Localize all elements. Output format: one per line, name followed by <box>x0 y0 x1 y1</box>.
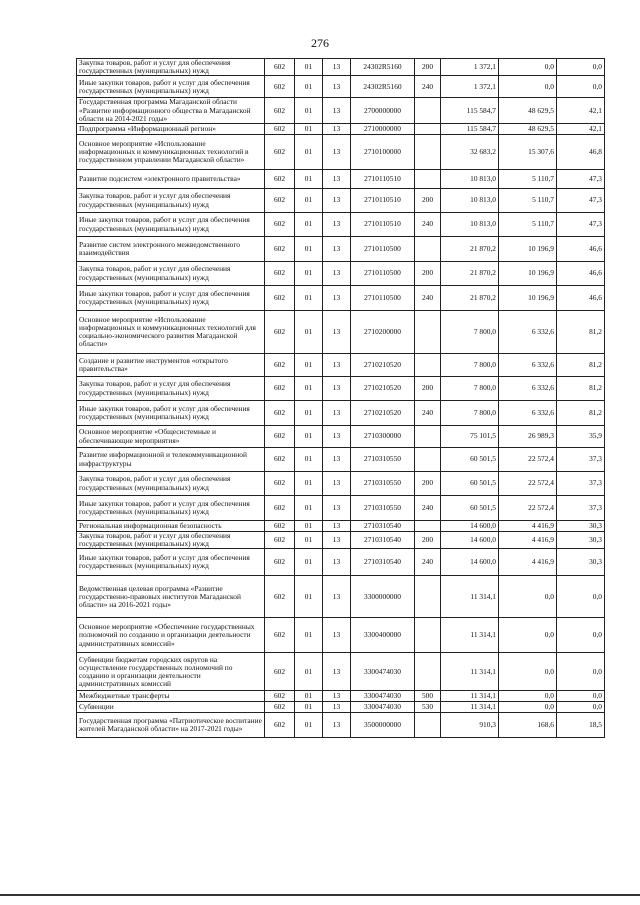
cell-percent: 81,2 <box>557 401 605 426</box>
cell-planned-amount: 7 800,0 <box>441 311 499 354</box>
table-row <box>77 576 605 618</box>
cell-section-code: 01 <box>295 189 323 213</box>
cell-expense-type <box>415 618 441 653</box>
cell-section-code: 01 <box>295 521 323 532</box>
cell-actual-amount: 6 332,6 <box>499 377 557 401</box>
cell-name: Субвенции <box>77 702 265 713</box>
cell-name: Субвенции бюджетам городских округов на осуществление государственных полномочий по созданию и организации деятельности административных комиссий <box>77 653 265 691</box>
cell-target-article: 2710310540 <box>351 521 415 532</box>
cell-section-code: 01 <box>295 170 323 189</box>
cell-section-code: 01 <box>295 286 323 311</box>
cell-target-article: 2710310540 <box>351 532 415 549</box>
cell-target-article: 2710110500 <box>351 262 415 286</box>
cell-target-article: 2710110510 <box>351 189 415 213</box>
table-row <box>77 124 605 135</box>
cell-actual-amount: 0,0 <box>499 76 557 98</box>
cell-actual-amount: 4 416,9 <box>499 532 557 549</box>
cell-section-code: 01 <box>295 237 323 262</box>
cell-subsection-code: 13 <box>323 702 351 713</box>
cell-ved-code: 602 <box>265 653 295 691</box>
cell-actual-amount: 15 307,6 <box>499 135 557 170</box>
cell-expense-type: 240 <box>415 496 441 521</box>
cell-name: Развитие подсистем «электронного правительства» <box>77 170 265 189</box>
cell-target-article: 2710300000 <box>351 426 415 448</box>
cell-target-article: 2700000000 <box>351 98 415 124</box>
cell-name: Государственная программа Магаданской области «Развитие информационного общества в Магаданской области на 2014-2021 годы» <box>77 98 265 124</box>
cell-planned-amount: 11 314,1 <box>441 691 499 702</box>
cell-name: Иные закупки товаров, работ и услуг для обеспечения государственных (муниципальных) нужд <box>77 286 265 311</box>
table-row <box>77 286 605 311</box>
cell-name: Закупка товаров, работ и услуг для обеспечения государственных (муниципальных) нужд <box>77 189 265 213</box>
cell-target-article: 2710310550 <box>351 472 415 496</box>
cell-subsection-code: 13 <box>323 576 351 618</box>
cell-section-code: 01 <box>295 76 323 98</box>
cell-name: Закупка товаров, работ и услуг для обеспечения государственных (муниципальных) нужд <box>77 472 265 496</box>
cell-actual-amount: 4 416,9 <box>499 521 557 532</box>
cell-actual-amount: 22 572,4 <box>499 448 557 472</box>
cell-actual-amount: 6 332,6 <box>499 401 557 426</box>
cell-ved-code: 602 <box>265 213 295 237</box>
cell-ved-code: 602 <box>265 98 295 124</box>
cell-name: Подпрограмма «Информационный регион» <box>77 124 265 135</box>
cell-actual-amount: 5 110,7 <box>499 213 557 237</box>
cell-name: Региональная информационная безопасность <box>77 521 265 532</box>
cell-expense-type: 240 <box>415 286 441 311</box>
table-row <box>77 262 605 286</box>
cell-ved-code: 602 <box>265 354 295 377</box>
cell-target-article: 2710110510 <box>351 170 415 189</box>
cell-expense-type <box>415 135 441 170</box>
cell-target-article: 2710210520 <box>351 401 415 426</box>
cell-planned-amount: 11 314,1 <box>441 653 499 691</box>
table-row <box>77 618 605 653</box>
table-row <box>77 311 605 354</box>
cell-section-code: 01 <box>295 59 323 76</box>
cell-section-code: 01 <box>295 124 323 135</box>
cell-actual-amount: 0,0 <box>499 702 557 713</box>
table-row <box>77 713 605 738</box>
cell-target-article: 2710110510 <box>351 213 415 237</box>
cell-section-code: 01 <box>295 135 323 170</box>
cell-ved-code: 602 <box>265 472 295 496</box>
cell-section-code: 01 <box>295 653 323 691</box>
cell-subsection-code: 13 <box>323 532 351 549</box>
cell-section-code: 01 <box>295 472 323 496</box>
cell-ved-code: 602 <box>265 549 295 576</box>
cell-section-code: 01 <box>295 354 323 377</box>
cell-planned-amount: 10 813,0 <box>441 170 499 189</box>
cell-subsection-code: 13 <box>323 262 351 286</box>
cell-expense-type: 240 <box>415 76 441 98</box>
cell-actual-amount: 10 196,9 <box>499 262 557 286</box>
cell-section-code: 01 <box>295 576 323 618</box>
cell-ved-code: 602 <box>265 189 295 213</box>
cell-planned-amount: 11 314,1 <box>441 576 499 618</box>
table-row <box>77 189 605 213</box>
cell-percent: 30,3 <box>557 549 605 576</box>
cell-ved-code: 602 <box>265 377 295 401</box>
cell-subsection-code: 13 <box>323 448 351 472</box>
cell-section-code: 01 <box>295 262 323 286</box>
cell-planned-amount: 60 501,5 <box>441 448 499 472</box>
cell-target-article: 3300474030 <box>351 691 415 702</box>
cell-expense-type <box>415 237 441 262</box>
cell-percent: 47,3 <box>557 189 605 213</box>
cell-expense-type: 200 <box>415 262 441 286</box>
cell-name: Закупка товаров, работ и услуг для обеспечения государственных (муниципальных) нужд <box>77 262 265 286</box>
cell-target-article: 24302R5160 <box>351 59 415 76</box>
cell-name: Иные закупки товаров, работ и услуг для обеспечения государственных (муниципальных) нужд <box>77 496 265 521</box>
cell-percent: 81,2 <box>557 311 605 354</box>
cell-subsection-code: 13 <box>323 59 351 76</box>
cell-name: Иные закупки товаров, работ и услуг для обеспечения государственных (муниципальных) нужд <box>77 549 265 576</box>
cell-subsection-code: 13 <box>323 76 351 98</box>
cell-percent: 46,8 <box>557 135 605 170</box>
cell-target-article: 24302R5160 <box>351 76 415 98</box>
cell-actual-amount: 168,6 <box>499 713 557 738</box>
cell-percent: 0,0 <box>557 576 605 618</box>
table-row <box>77 59 605 76</box>
cell-percent: 0,0 <box>557 691 605 702</box>
cell-percent: 47,3 <box>557 213 605 237</box>
budget-table <box>76 58 605 738</box>
cell-actual-amount: 5 110,7 <box>499 170 557 189</box>
table-row <box>77 496 605 521</box>
cell-planned-amount: 10 813,0 <box>441 213 499 237</box>
cell-expense-type: 200 <box>415 377 441 401</box>
cell-expense-type: 500 <box>415 691 441 702</box>
cell-actual-amount: 0,0 <box>499 618 557 653</box>
table-row <box>77 472 605 496</box>
table-row <box>77 653 605 691</box>
cell-expense-type <box>415 354 441 377</box>
cell-percent: 37,3 <box>557 448 605 472</box>
cell-expense-type: 200 <box>415 59 441 76</box>
cell-subsection-code: 13 <box>323 311 351 354</box>
cell-name: Закупка товаров, работ и услуг для обеспечения государственных (муниципальных) нужд <box>77 59 265 76</box>
cell-percent: 37,3 <box>557 472 605 496</box>
cell-section-code: 01 <box>295 311 323 354</box>
cell-subsection-code: 13 <box>323 124 351 135</box>
cell-percent: 30,3 <box>557 521 605 532</box>
footer-rule <box>0 894 640 896</box>
cell-subsection-code: 13 <box>323 135 351 170</box>
cell-actual-amount: 22 572,4 <box>499 496 557 521</box>
cell-section-code: 01 <box>295 448 323 472</box>
cell-percent: 46,6 <box>557 237 605 262</box>
cell-planned-amount: 910,3 <box>441 713 499 738</box>
cell-percent: 0,0 <box>557 653 605 691</box>
table-row <box>77 213 605 237</box>
cell-actual-amount: 22 572,4 <box>499 472 557 496</box>
cell-subsection-code: 13 <box>323 189 351 213</box>
cell-subsection-code: 13 <box>323 377 351 401</box>
cell-expense-type: 530 <box>415 702 441 713</box>
cell-planned-amount: 7 800,0 <box>441 354 499 377</box>
cell-expense-type: 200 <box>415 472 441 496</box>
cell-target-article: 3300474030 <box>351 702 415 713</box>
cell-ved-code: 602 <box>265 702 295 713</box>
cell-actual-amount: 0,0 <box>499 653 557 691</box>
cell-ved-code: 602 <box>265 401 295 426</box>
cell-planned-amount: 115 584,7 <box>441 98 499 124</box>
cell-ved-code: 602 <box>265 237 295 262</box>
cell-expense-type: 240 <box>415 213 441 237</box>
table-row <box>77 76 605 98</box>
cell-target-article: 3300400000 <box>351 618 415 653</box>
cell-section-code: 01 <box>295 213 323 237</box>
cell-expense-type <box>415 448 441 472</box>
cell-ved-code: 602 <box>265 691 295 702</box>
cell-name: Иные закупки товаров, работ и услуг для обеспечения государственных (муниципальных) нужд <box>77 213 265 237</box>
cell-name: Основное мероприятие «Использование информационных и коммуникационных технологий для социально-экономического развития Магаданской области» <box>77 311 265 354</box>
cell-target-article: 2710310550 <box>351 448 415 472</box>
table-row <box>77 377 605 401</box>
cell-expense-type <box>415 576 441 618</box>
cell-name: Государственная программа «Патриотическое воспитание жителей Магаданской области» на 2017-2021 годы» <box>77 713 265 738</box>
cell-planned-amount: 1 372,1 <box>441 59 499 76</box>
cell-actual-amount: 4 416,9 <box>499 549 557 576</box>
cell-actual-amount: 10 196,9 <box>499 286 557 311</box>
table-row <box>77 549 605 576</box>
table-row <box>77 237 605 262</box>
cell-target-article: 3300474030 <box>351 653 415 691</box>
cell-expense-type: 240 <box>415 549 441 576</box>
cell-subsection-code: 13 <box>323 213 351 237</box>
cell-section-code: 01 <box>295 496 323 521</box>
cell-name: Ведомственная целевая программа «Развитие государственно-правовых институтов Магаданской области» на 2016-2021 годы» <box>77 576 265 618</box>
cell-name: Развитие систем электронного межведомственного взаимодействия <box>77 237 265 262</box>
table-row <box>77 170 605 189</box>
cell-planned-amount: 10 813,0 <box>441 189 499 213</box>
cell-subsection-code: 13 <box>323 98 351 124</box>
cell-ved-code: 602 <box>265 170 295 189</box>
cell-percent: 37,3 <box>557 496 605 521</box>
cell-ved-code: 602 <box>265 426 295 448</box>
cell-name: Закупка товаров, работ и услуг для обеспечения государственных (муниципальных) нужд <box>77 532 265 549</box>
cell-ved-code: 602 <box>265 124 295 135</box>
cell-name: Развитие информационной и телекоммуникационной инфраструктуры <box>77 448 265 472</box>
cell-actual-amount: 0,0 <box>499 691 557 702</box>
cell-ved-code: 602 <box>265 59 295 76</box>
cell-target-article: 2710100000 <box>351 135 415 170</box>
table-row <box>77 521 605 532</box>
cell-percent: 47,3 <box>557 170 605 189</box>
cell-actual-amount: 48 629,5 <box>499 124 557 135</box>
cell-target-article: 2710310550 <box>351 496 415 521</box>
cell-subsection-code: 13 <box>323 521 351 532</box>
cell-planned-amount: 75 101,5 <box>441 426 499 448</box>
cell-planned-amount: 14 600,0 <box>441 549 499 576</box>
cell-name: Основное мероприятие «Общесистемные и обеспечивающие мероприятия» <box>77 426 265 448</box>
cell-section-code: 01 <box>295 618 323 653</box>
cell-planned-amount: 1 372,1 <box>441 76 499 98</box>
table-row <box>77 135 605 170</box>
cell-actual-amount: 26 989,3 <box>499 426 557 448</box>
cell-actual-amount: 10 196,9 <box>499 237 557 262</box>
cell-name: Иные закупки товаров, работ и услуг для обеспечения государственных (муниципальных) нужд <box>77 401 265 426</box>
cell-ved-code: 602 <box>265 576 295 618</box>
cell-name: Основное мероприятие «Использование информационных и коммуникационных технологий в государственном управлении Магаданской области» <box>77 135 265 170</box>
cell-target-article: 2710110500 <box>351 237 415 262</box>
cell-percent: 42,1 <box>557 98 605 124</box>
cell-expense-type: 200 <box>415 189 441 213</box>
cell-target-article: 2710210520 <box>351 354 415 377</box>
cell-percent: 0,0 <box>557 59 605 76</box>
cell-ved-code: 602 <box>265 262 295 286</box>
cell-subsection-code: 13 <box>323 496 351 521</box>
cell-planned-amount: 21 870,2 <box>441 237 499 262</box>
cell-ved-code: 602 <box>265 448 295 472</box>
cell-target-article: 2710000000 <box>351 124 415 135</box>
cell-expense-type: 200 <box>415 532 441 549</box>
cell-actual-amount: 48 629,5 <box>499 98 557 124</box>
cell-subsection-code: 13 <box>323 713 351 738</box>
cell-section-code: 01 <box>295 549 323 576</box>
cell-percent: 0,0 <box>557 618 605 653</box>
cell-target-article: 3500000000 <box>351 713 415 738</box>
cell-ved-code: 602 <box>265 286 295 311</box>
cell-planned-amount: 21 870,2 <box>441 286 499 311</box>
table-row <box>77 532 605 549</box>
cell-percent: 30,3 <box>557 532 605 549</box>
table-row <box>77 354 605 377</box>
cell-planned-amount: 11 314,1 <box>441 702 499 713</box>
cell-percent: 46,6 <box>557 286 605 311</box>
cell-planned-amount: 32 683,2 <box>441 135 499 170</box>
cell-percent: 81,2 <box>557 377 605 401</box>
cell-section-code: 01 <box>295 426 323 448</box>
cell-expense-type: 240 <box>415 401 441 426</box>
table-row <box>77 426 605 448</box>
cell-actual-amount: 0,0 <box>499 59 557 76</box>
cell-target-article: 3300000000 <box>351 576 415 618</box>
table-body <box>77 59 605 738</box>
cell-name: Основное мероприятие «Обеспечение государственных полномочий по созданию и организации деятельности административных комиссий» <box>77 618 265 653</box>
cell-section-code: 01 <box>295 691 323 702</box>
cell-planned-amount: 11 314,1 <box>441 618 499 653</box>
cell-percent: 0,0 <box>557 702 605 713</box>
table-row <box>77 691 605 702</box>
cell-subsection-code: 13 <box>323 691 351 702</box>
cell-percent: 35,9 <box>557 426 605 448</box>
cell-expense-type <box>415 653 441 691</box>
cell-ved-code: 602 <box>265 713 295 738</box>
cell-actual-amount: 6 332,6 <box>499 311 557 354</box>
cell-section-code: 01 <box>295 532 323 549</box>
cell-expense-type <box>415 521 441 532</box>
cell-expense-type <box>415 124 441 135</box>
cell-target-article: 2710210520 <box>351 377 415 401</box>
cell-section-code: 01 <box>295 401 323 426</box>
cell-subsection-code: 13 <box>323 354 351 377</box>
cell-planned-amount: 14 600,0 <box>441 521 499 532</box>
cell-ved-code: 602 <box>265 618 295 653</box>
cell-name: Иные закупки товаров, работ и услуг для обеспечения государственных (муниципальных) нужд <box>77 76 265 98</box>
cell-target-article: 2710110500 <box>351 286 415 311</box>
cell-subsection-code: 13 <box>323 618 351 653</box>
cell-subsection-code: 13 <box>323 426 351 448</box>
cell-planned-amount: 60 501,5 <box>441 496 499 521</box>
cell-expense-type <box>415 311 441 354</box>
cell-subsection-code: 13 <box>323 170 351 189</box>
cell-expense-type <box>415 426 441 448</box>
cell-planned-amount: 21 870,2 <box>441 262 499 286</box>
cell-planned-amount: 7 800,0 <box>441 401 499 426</box>
cell-name: Закупка товаров, работ и услуг для обеспечения государственных (муниципальных) нужд <box>77 377 265 401</box>
cell-expense-type <box>415 98 441 124</box>
cell-percent: 81,2 <box>557 354 605 377</box>
table-row <box>77 98 605 124</box>
table-row <box>77 702 605 713</box>
cell-target-article: 2710310540 <box>351 549 415 576</box>
cell-section-code: 01 <box>295 713 323 738</box>
cell-ved-code: 602 <box>265 135 295 170</box>
page-number: 276 <box>311 36 329 50</box>
cell-subsection-code: 13 <box>323 286 351 311</box>
cell-name: Создание и развитие инструментов «открытого правительства» <box>77 354 265 377</box>
cell-ved-code: 602 <box>265 311 295 354</box>
cell-percent: 42,1 <box>557 124 605 135</box>
cell-planned-amount: 14 600,0 <box>441 532 499 549</box>
cell-planned-amount: 7 800,0 <box>441 377 499 401</box>
cell-expense-type <box>415 713 441 738</box>
cell-ved-code: 602 <box>265 76 295 98</box>
cell-section-code: 01 <box>295 702 323 713</box>
cell-planned-amount: 60 501,5 <box>441 472 499 496</box>
cell-actual-amount: 0,0 <box>499 576 557 618</box>
cell-actual-amount: 6 332,6 <box>499 354 557 377</box>
cell-subsection-code: 13 <box>323 472 351 496</box>
cell-expense-type <box>415 170 441 189</box>
cell-percent: 0,0 <box>557 76 605 98</box>
cell-subsection-code: 13 <box>323 653 351 691</box>
cell-ved-code: 602 <box>265 496 295 521</box>
table-row <box>77 401 605 426</box>
cell-name: Межбюджетные трансферты <box>77 691 265 702</box>
cell-planned-amount: 115 584,7 <box>441 124 499 135</box>
cell-subsection-code: 13 <box>323 237 351 262</box>
cell-section-code: 01 <box>295 98 323 124</box>
cell-subsection-code: 13 <box>323 549 351 576</box>
table-row <box>77 448 605 472</box>
cell-target-article: 2710200000 <box>351 311 415 354</box>
cell-ved-code: 602 <box>265 532 295 549</box>
cell-section-code: 01 <box>295 377 323 401</box>
cell-percent: 18,5 <box>557 713 605 738</box>
cell-percent: 46,6 <box>557 262 605 286</box>
cell-subsection-code: 13 <box>323 401 351 426</box>
cell-ved-code: 602 <box>265 521 295 532</box>
cell-actual-amount: 5 110,7 <box>499 189 557 213</box>
